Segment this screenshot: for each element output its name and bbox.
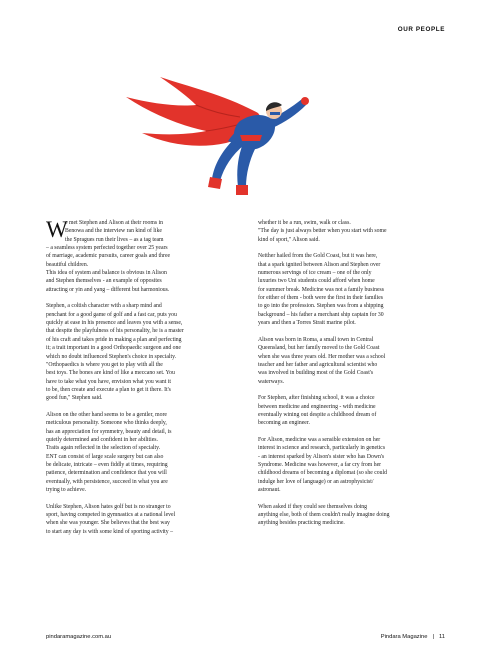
publication-name: Pindara Magazine (380, 634, 428, 640)
text-line: sport, having competed in gymnastics at a national level (46, 512, 176, 519)
text-line: when she was younger. She believes that the best way (46, 520, 170, 527)
text-line: eventually, with persistence, succeed in what you are (46, 478, 168, 485)
text-line: – a seamless system perfected together over 25 years (46, 245, 168, 252)
text-line: e met Stephen and Alison at their rooms in (65, 220, 164, 226)
text-line: have to take what you have, envision what you want it (46, 378, 172, 385)
text-line: attracting or yin and yang – different but harmonious. (46, 286, 170, 293)
text-line: Alison on the other hand seems to be a gentler, more (46, 411, 167, 418)
text-line: luxuries two Uni students could afford when home (258, 278, 375, 285)
text-line: be delicate, intricate – even fiddly at times, requiring (46, 461, 168, 468)
text-line: Unlike Stephen, Alison hates golf but is no stranger to (46, 503, 171, 510)
paragraph-gap (258, 494, 445, 502)
text-line: teacher and her father and agricultural scientist who (258, 361, 378, 368)
text-line: eventually wining out despite a childhood dream of (258, 411, 377, 418)
text-line: ENT can consist of large scale surgery but can also (46, 453, 164, 460)
text-line: to start any day is with some kind of sporting activity – (46, 528, 173, 535)
text-line: penchant for a good game of golf and a fast car, puts you (46, 311, 177, 318)
text-line: of his craft and takes pride in making a plan and perfecting (46, 336, 182, 343)
article-column-left (46, 219, 233, 536)
text-line: has an appreciation for symmetry, beauty and detail, is (46, 428, 172, 435)
text-line: quietly determined and confident in her abilities. (46, 436, 158, 443)
text-line: for summer break. Medicine was not a family business (258, 286, 384, 293)
paragraph-gap (46, 494, 233, 502)
text-line: background – his father a merchant ship captain for 30 (258, 311, 384, 318)
paragraph-gap (46, 294, 233, 302)
text-line: - an interest sparked by Alison's sister who has Down's (258, 453, 385, 460)
text-line: that despite the playfulness of his personality, he is a master (46, 328, 184, 335)
text-line: of marriage, academic pursuits, career goals and three (46, 253, 171, 260)
text-line: indulge her love of language) or an astrophysicist/ (258, 478, 374, 485)
text-line: Queensland, but her family moved to the Gold Coast (258, 345, 380, 352)
text-line: years and then a Torres Strait marine pilot. (258, 320, 356, 327)
text-line: that a spark ignited between Alison and Stephen over (258, 261, 381, 268)
paragraph-gap (258, 386, 445, 394)
text-line: anything else, both of them couldn't really imagine doing (258, 512, 390, 519)
flying-superhero-icon (0, 55, 491, 215)
text-line: Stephen, a coltish character with a sharp mind and (46, 303, 162, 310)
text-line: For Alison, medicine was a sensible extension on her (258, 436, 381, 443)
text-line: numerous servings of ice cream – one of the only (258, 270, 372, 277)
paragraph-gap (258, 428, 445, 436)
text-line: Benowa and the interview ran kind of like (65, 228, 162, 235)
text-line: For Stephen, after finishing school, it was a choice (258, 395, 375, 402)
text-line: waterways. (258, 378, 285, 385)
text-line: which no doubt influenced Stephen's choice in specialty. (46, 353, 177, 360)
text-line: best toys. The bones are kind of like a meccano set. You (46, 370, 175, 377)
drop-cap: W (46, 217, 68, 242)
text-line: Traits again reflected in the selection of specialty. (46, 445, 161, 452)
footer-separator: | (432, 634, 434, 640)
text-line: Syndrome. Medicine was however, a far cry from her (258, 461, 382, 468)
footer-publication (381, 634, 445, 640)
text-line: This idea of system and balance is obvious in Alison (46, 270, 167, 277)
article-column-right (258, 219, 445, 528)
paragraph-gap (46, 403, 233, 411)
text-line: beautiful children. (46, 261, 89, 268)
text-line: kind of sport," Alison said. (258, 236, 320, 243)
text-line: it; a trait important in a good Orthopaedic surgeon and one (46, 345, 181, 352)
text-line: Alison was born in Roma, a small town in Central (258, 336, 374, 343)
text-line: the Spragues run their lives – as a tag team (65, 236, 164, 243)
text-line: to be, then create and execute a plan to get it there. It's (46, 386, 171, 393)
text-line: When asked if they could see themselves doing (258, 503, 368, 510)
page-number: 11 (438, 634, 445, 640)
paragraph-gap (258, 244, 445, 252)
text-line: patience, determination and confidence that you will (46, 470, 167, 477)
text-line: quickly at ease in his presence and leaves you with a sense, (46, 320, 183, 327)
text-line: astronaut. (258, 487, 281, 493)
text-line: to go into the profession. Stephen was from a shipping (258, 303, 384, 310)
footer-website[interactable]: pindaramagazine.com.au (46, 634, 112, 640)
text-line: childhood dreams of becoming a diplomat (so she could (258, 470, 388, 477)
text-line: meticulous personality. Someone who thinks deeply, (46, 420, 167, 427)
text-line: interest in science and research, particularly in genetics (258, 445, 386, 452)
text-line: becoming an engineer. (258, 420, 310, 427)
text-line: anything besides practicing medicine. (258, 520, 345, 527)
section-label: OUR PEOPLE (397, 26, 445, 33)
text-line: "The day is just always better when you start with some (258, 228, 387, 235)
text-line: and Stephen themselves - an example of opposites (46, 278, 162, 285)
text-line: good fun," Stephen said. (46, 395, 103, 402)
text-line: for either of them - both were the first in their families (258, 295, 384, 302)
paragraph-gap (258, 327, 445, 335)
text-line: was involved in building most of the Gold Coast's (258, 370, 374, 377)
text-line: Neither hailed from the Gold Coast, but it was here, (258, 253, 378, 260)
text-line: trying to achieve. (46, 487, 87, 493)
opening-paragraph (46, 219, 233, 244)
text-line: between medicine and engineering - with medicine (258, 403, 376, 410)
text-line: whether it be a run, swim, walk or class. (258, 220, 351, 226)
text-line: when she was three years old. Her mother was a school (258, 353, 386, 360)
text-line: "Orthopaedics is where you get to play with all the (46, 361, 163, 368)
